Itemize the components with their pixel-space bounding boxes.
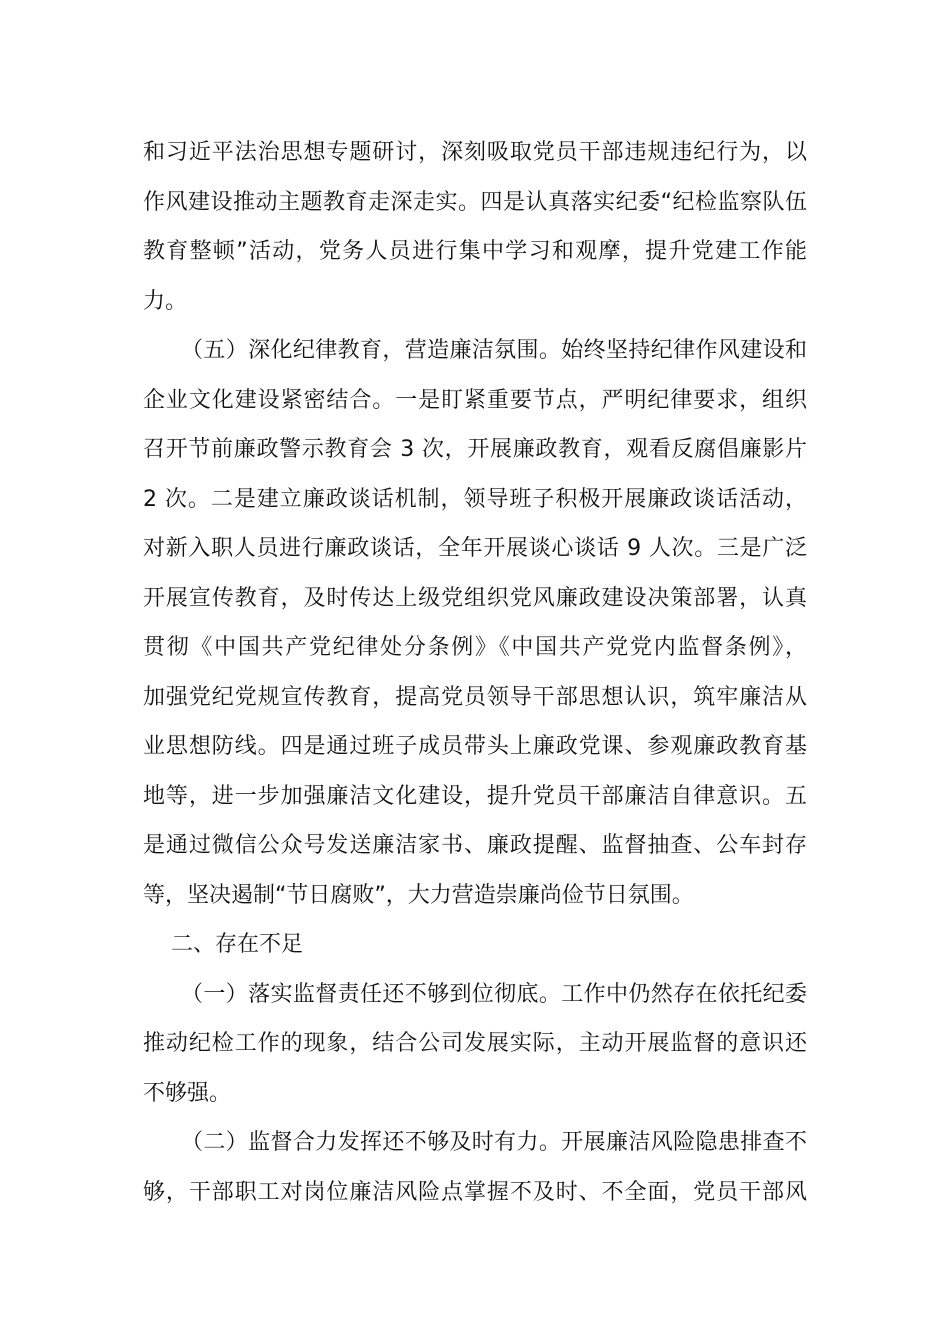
text-line: 教育整顿”活动，党务人员进行集中学习和观摩，提升党建工作能 (143, 239, 807, 264)
text-line: 够，干部职工对岗位廉洁风险点掌握不及时、不全面，党员干部风 (143, 1179, 807, 1205)
text-line: 等，坚决遏制“节日腐败”，大力营造崇廉尚俭节日氛围。 (143, 882, 694, 908)
text-line: 力。 (143, 288, 188, 314)
text-line: 是通过微信公众号发送廉洁家书、廉政提醒、监督抽查、公车封存 (143, 833, 807, 858)
text-line: 加强党纪党规宣传教育，提高党员领导干部思想认识，筑牢廉洁从 (143, 684, 807, 710)
text-line: 地等，进一步加强廉洁文化建设，提升党员干部廉洁自律意识。五 (143, 783, 807, 809)
paragraph-start-line: （五）深化纪律教育，营造廉洁氛围。始终坚持纪律作风建设和 (181, 338, 807, 363)
text-line: 企业文化建设紧密结合。一是盯紧重要节点，严明纪律要求，组织 (143, 387, 807, 413)
text-line: 和习近平法治思想专题研讨，深刻吸取党员干部违规违纪行为，以 (143, 140, 807, 165)
text-line: 对新入职人员进行廉政谈话，全年开展谈心谈话 9 人次。三是广泛 (143, 536, 807, 561)
paragraph-start-line: （一）落实监督责任还不够到位彻底。工作中仍然存在依托纪委 (181, 981, 807, 1007)
text-line: 贯彻《中国共产党纪律处分条例》《中国共产党党内监督条例》， (143, 635, 807, 660)
text-line: 不够强。 (143, 1080, 232, 1106)
text-line: 作风建设推动主题教育走深走实。四是认真落实纪委“纪检监察队伍 (143, 189, 807, 215)
text-line: 开展宣传教育，及时传达上级党组织党风廉政建设决策部署，认真 (143, 585, 807, 611)
paragraph-start-line: （二）监督合力发挥还不够及时有力。开展廉洁风险隐患排查不 (181, 1130, 807, 1155)
text-line: 推动纪检工作的现象，结合公司发展实际，主动开展监督的意识还 (143, 1031, 807, 1056)
document-body (143, 128, 807, 1217)
text-line: 召开节前廉政警示教育会 3 次，开展廉政教育，观看反腐倡廉影片 (143, 437, 807, 462)
text-line: 业思想防线。四是通过班子成员带头上廉政党课、参观廉政教育基 (143, 734, 807, 759)
text-line: 2 次。二是建立廉政谈话机制，领导班子积极开展廉政谈话活动， (143, 486, 807, 512)
section-heading: 二、存在不足 (171, 932, 304, 957)
